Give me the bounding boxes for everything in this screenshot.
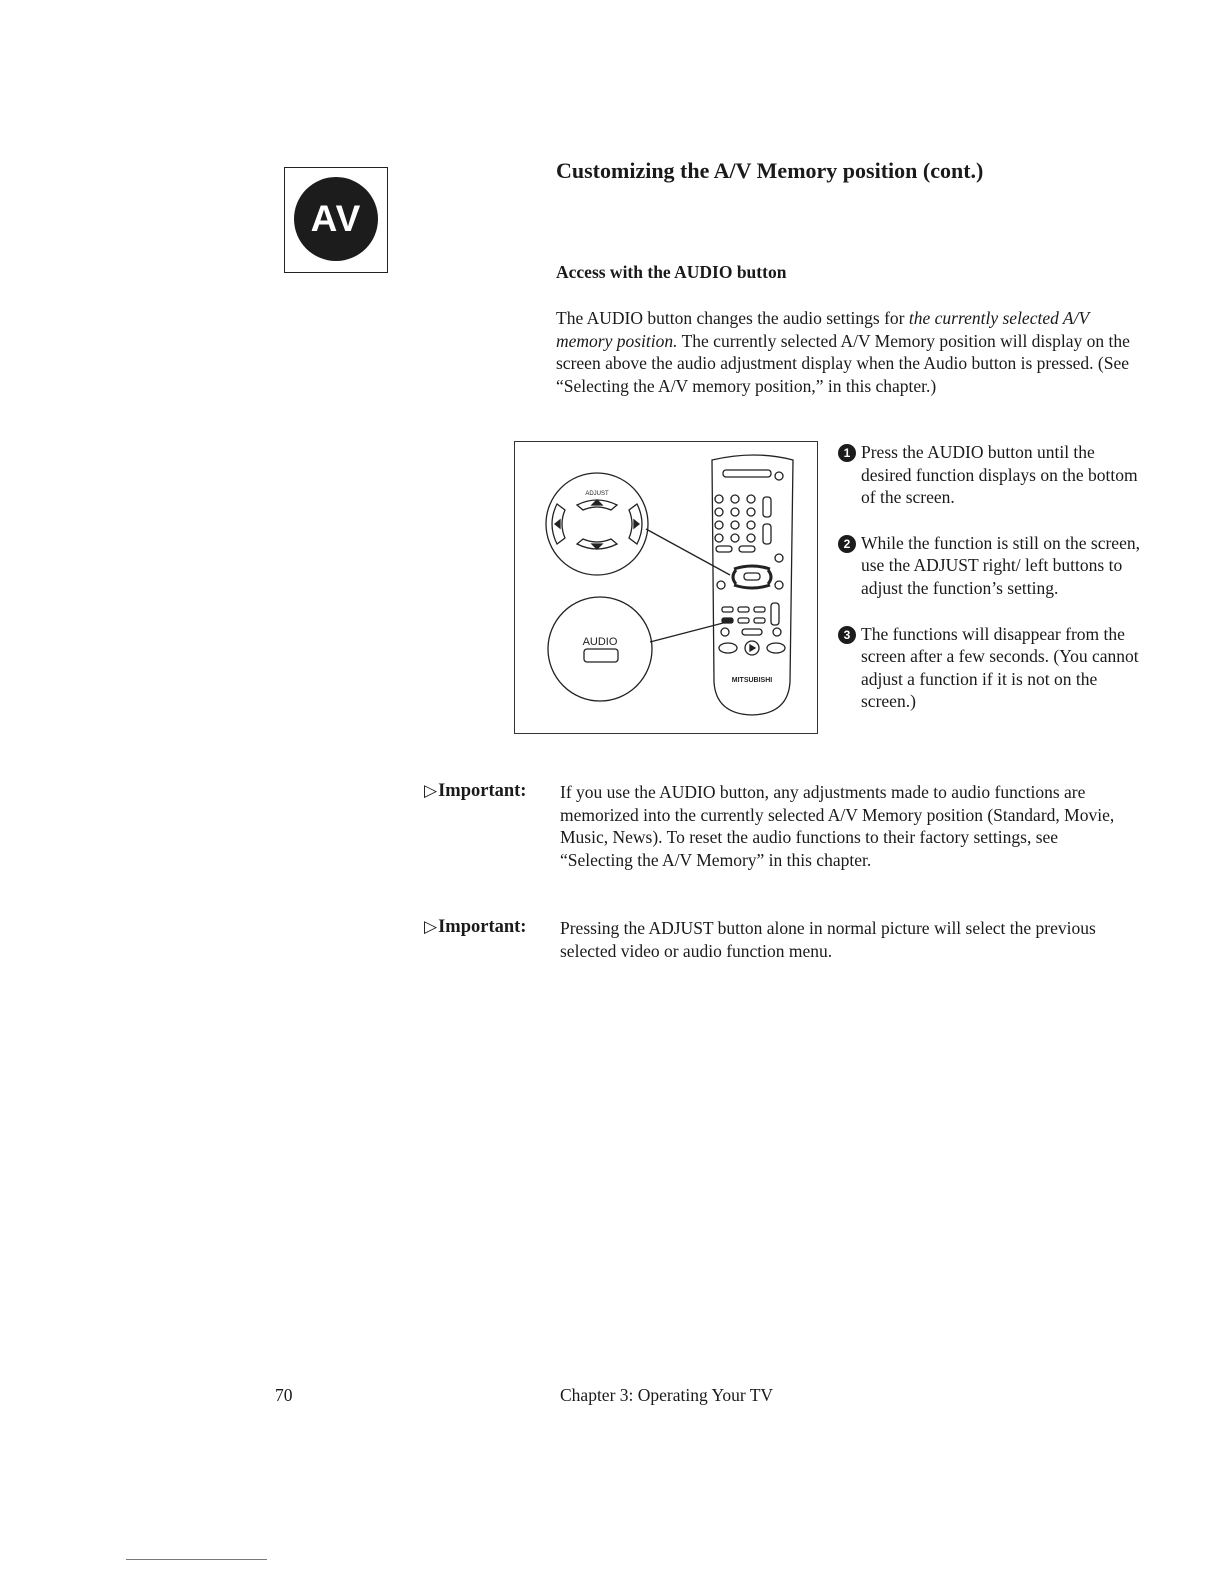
important-label-2: ▷Important: (424, 917, 527, 937)
remote-center-button (744, 573, 760, 580)
intro-text-2: The currently selected A/V Memory position will display on the screen above the audio adjustment display when the Audio button is pressed. (See “Selecting the A/V memory position,” in this chapter.) (556, 330, 1130, 396)
audio-callout-line (650, 622, 727, 642)
adjust-label: ADJUST (585, 491, 609, 497)
remote-body (712, 455, 793, 715)
important-note-2: Pressing the ADJUST button alone in normal picture will select the previous selected video or audio function menu. (560, 918, 1096, 961)
step-number-icon: 3 (838, 626, 856, 644)
section-heading: Access with the AUDIO button (556, 262, 787, 282)
chapter-footer: Chapter 3: Operating Your TV (560, 1385, 774, 1405)
page-title: Customizing the A/V Memory position (cont.) (556, 158, 984, 183)
remote-adjust-down (734, 585, 770, 588)
important-label-1: ▷Important: (424, 781, 527, 801)
step-number-icon: 2 (838, 535, 856, 553)
step-text: Press the AUDIO button until the desired function displays on the bottom of the screen. (861, 442, 1138, 508)
intro-text-1: The AUDIO button changes the audio settings for (556, 308, 909, 328)
audio-label: AUDIO (582, 636, 618, 648)
brand-logo: MITSUBISHI (731, 677, 773, 684)
av-logo-icon: AV (294, 177, 378, 261)
remote-top-button (723, 470, 771, 477)
remote-illustration (514, 441, 818, 734)
step-text: The functions will disappear from the screen after a few seconds. (You cannot adjust a function if it is not on the screen.) (861, 623, 1139, 712)
intro-text-italic: the currently selected A/V memory position. (556, 308, 1089, 351)
step-number-icon: 1 (838, 444, 856, 462)
audio-button-icon (584, 649, 618, 662)
intro-paragraph (556, 307, 1136, 397)
adjust-callout-circle (546, 473, 648, 575)
remote-adjust-right (768, 570, 771, 584)
av-logo-box (284, 167, 388, 273)
adjust-left-arrow-icon (555, 520, 560, 528)
remote-adjust-up (734, 566, 770, 569)
step-2 (838, 532, 1148, 600)
triangle-icon: ▷ (424, 781, 438, 800)
important-note-1: If you use the AUDIO button, any adjustments made to audio functions are memorized into the currently selected A/V Memory position (Standard, Movie, Music, News). To reset the audio functions to their factory settings, see “Selecting the A/V Memory” in this chapter. (560, 782, 1115, 870)
adjust-right-arrow-icon (634, 520, 639, 528)
bottom-rule (126, 1559, 267, 1560)
step-text: While the function is still on the screen, use the ADJUST right/ left buttons to adjust the function’s setting. (861, 532, 1140, 598)
steps-list (838, 441, 1148, 736)
remote-adjust-left (733, 570, 736, 584)
step-1 (838, 441, 1148, 509)
triangle-icon: ▷ (424, 917, 438, 936)
page-number: 70 (275, 1385, 293, 1405)
remote-audio-button (722, 618, 733, 623)
remote-drawing (515, 442, 819, 735)
step-3 (838, 623, 1148, 713)
